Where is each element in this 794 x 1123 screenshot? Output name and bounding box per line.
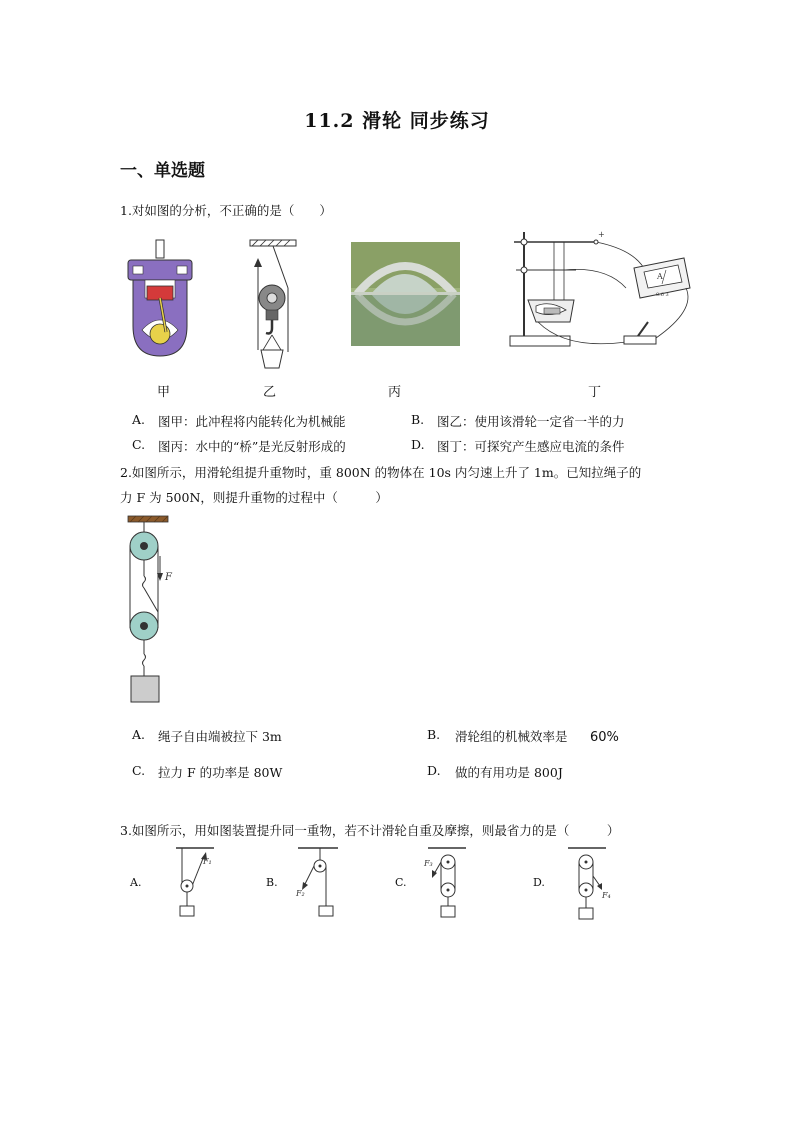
q3-figure-a (170, 846, 220, 918)
page-title: 11.2 滑轮 同步练习 (304, 110, 490, 132)
q3-force-d: F₄ (602, 891, 611, 900)
terminal-label: + (598, 230, 605, 239)
q3-force-c: F₃ (424, 859, 433, 868)
q3-option-a-letter: A. (130, 876, 142, 889)
q1-option-a: 图甲：此冲程将内能转化为机械能 (158, 414, 346, 429)
q2-option-d: 做的有用功是 800J (455, 765, 563, 780)
ammeter (634, 258, 690, 298)
q2-option-c-letter: C. (132, 763, 146, 778)
bridge-photo (351, 242, 460, 346)
caption-yi: 乙 (263, 385, 277, 400)
induction-figure (506, 230, 696, 355)
q2-option-d-letter: D. (427, 763, 441, 778)
q2-option-b-value: 60% (590, 730, 619, 745)
caption-ding: 丁 (588, 385, 602, 400)
q1-option-d: 图丁：可探究产生感应电流的条件 (437, 439, 625, 454)
q3-option-b-letter: B. (266, 876, 278, 889)
question-2-stem-line1: 2.如图所示，用滑轮组提升重物时，重 800N 的物体在 10s 内匀速上升了 1m。已知拉绳子的 (120, 465, 642, 480)
q3-figure-b (292, 846, 347, 918)
caption-bing: 丙 (388, 385, 402, 400)
q1-option-c-letter: C. (132, 437, 146, 452)
q2-option-a-letter: A. (132, 727, 146, 742)
q3-figure-d (562, 846, 617, 922)
question-2-stem-line2: 力 F 为 500N，则提升重物的过程中（ ） (120, 490, 388, 505)
q3-force-a: F₁ (203, 857, 212, 866)
q1-option-b-letter: B. (411, 412, 425, 427)
q1-option-a-letter: A. (132, 412, 146, 427)
question-3-stem: 3.如图所示，用如图装置提升同一重物，若不计滑轮自重及摩擦，则最省力的是（ ） (120, 823, 620, 838)
caption-jia: 甲 (157, 385, 171, 400)
question-1-stem: 1.对如图的分析，不正确的是（ ） (120, 203, 332, 218)
fixed-pulley-figure (248, 240, 303, 370)
q3-option-c-letter: C. (395, 876, 407, 889)
q2-option-b: 滑轮组的机械效率是 (455, 729, 568, 744)
ammeter-scale: 0.6 3 (656, 292, 669, 298)
q1-option-b: 图乙：使用该滑轮一定省一半的力 (437, 414, 625, 429)
force-f-label: F (165, 572, 172, 583)
q1-option-c: 图丙：水中的“桥”是光反射形成的 (158, 439, 346, 454)
engine-figure (125, 238, 195, 360)
q3-force-b: F₂ (296, 889, 305, 898)
ammeter-label: A (657, 272, 663, 281)
q2-option-a: 绳子自由端被拉下 3m (158, 729, 282, 744)
q3-option-d-letter: D. (533, 876, 545, 889)
section-heading: 一、单选题 (120, 161, 205, 181)
pulley-system-figure (124, 516, 184, 706)
q2-option-c: 拉力 F 的功率是 80W (158, 765, 283, 780)
q2-option-b-letter: B. (427, 727, 441, 742)
q1-option-d-letter: D. (411, 437, 425, 452)
q3-figure-c (420, 846, 475, 920)
